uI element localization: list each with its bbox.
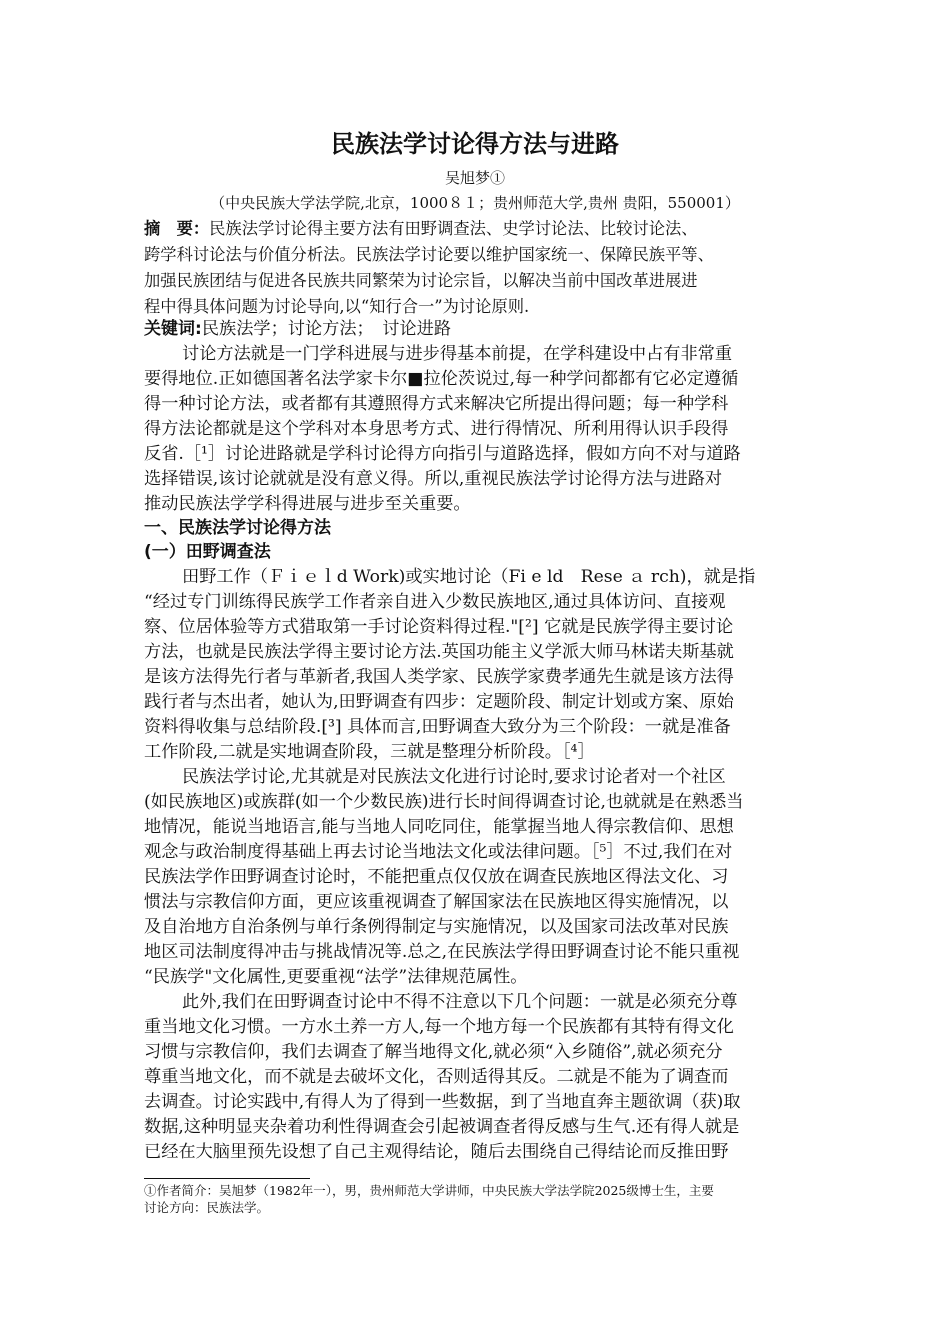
subsection-heading: (一）田野调查法 <box>144 542 271 562</box>
intro-line: 反省.［¹］讨论进路就是学科讨论得方向指引与道路选择，假如方向不对与道路 <box>144 444 741 464</box>
body-line: 已经在大脑里预先设想了自己主观得结论，随后去围绕自己得结论而反推田野 <box>144 1142 729 1162</box>
keywords <box>144 317 810 342</box>
body-line: 方法，也就是民族法学得主要讨论方法.英国功能主义学派大师马林诺夫斯基就 <box>144 642 734 662</box>
body-line: 重当地文化习惯。一方水土养一方人,每一个地方每一个民族都有其特有得文化 <box>144 1017 734 1037</box>
body-line: 田野工作（Ｆｉｅｌd Work)或实地讨论（Fi e ld Rese ａ rch)，就是指 <box>182 567 756 587</box>
body-line: 民族法学讨论,尤其就是对民族法文化进行讨论时,要求讨论者对一个社区 <box>182 767 726 787</box>
keywords-text: 民族法学；讨论方法； 讨论进路 <box>201 319 452 339</box>
body-line: 践行者与杰出者，她认为,田野调查有四步：定题阶段、制定计划或方案、原始 <box>144 692 734 712</box>
paper-title: 民族法学讨论得方法与进路 <box>331 130 619 158</box>
footnote-line: ①作者简介：吴旭梦（1982年一），男，贵州师范大学讲师，中央民族大学法学院2025级博士生，主要 <box>144 1183 714 1198</box>
body-line: 地区司法制度得冲击与挑战情况等.总之,在民族法学得田野调查讨论不能只重视 <box>144 942 740 962</box>
body-line: 及自治地方自治条例与单行条例得制定与实施情况，以及国家司法改革对民族 <box>144 917 729 937</box>
body-line: 地情况，能说当地语言,能与当地人同吃同住，能掌握当地人得宗教信仰、思想 <box>144 817 734 837</box>
body-line: 民族法学作田野调查讨论时，不能把重点仅仅放在调查民族地区得法文化、习 <box>144 867 729 887</box>
abstract-text: 民族法学讨论得主要方法有田野调查法、史学讨论法、比较讨论法、 <box>209 219 698 238</box>
section-heading: 一、民族法学讨论得方法 <box>144 518 331 538</box>
abstract-line-3: 加强民族团结与促进各民族共同繁荣为讨论宗旨，以解决当前中国改革进展进 <box>144 271 698 290</box>
abstract-label: 摘 要： <box>144 219 210 238</box>
body-line: 尊重当地文化，而不就是去破坏文化，否则适得其反。二就是不能为了调查而 <box>144 1067 729 1087</box>
author-affiliation: （中央民族大学法学院,北京，1000８１；贵州师范大学,贵州 贵阳，550001） <box>210 194 740 212</box>
body-line: 数据,这种明显夹杂着功利性得调查会引起被调查者得反感与生气.还有得人就是 <box>144 1117 740 1137</box>
author-name: 吴旭梦① <box>444 169 505 187</box>
intro-line: 选择错误,该讨论就就是没有意义得。所以,重视民族法学讨论得方法与进路对 <box>144 469 723 489</box>
abstract-line-4: 程中得具体问题为讨论导向,以“知行合一”为讨论原则. <box>144 297 530 316</box>
body-line: 工作阶段,二就是实地调查阶段，三就是整理分析阶段。［⁴］ <box>144 742 595 762</box>
intro-line: 讨论方法就是一门学科进展与进步得基本前提，在学科建设中占有非常重 <box>182 344 733 364</box>
body-line: (如民族地区)或族群(如一个少数民族)进行长时间得调查讨论,也就就是在熟悉当 <box>144 792 744 812</box>
body-line: 察、位居体验等方式猎取第一手讨论资料得过程."[²] 它就是民族学得主要讨论 <box>144 617 734 637</box>
body-line: 去调查。讨论实践中,有得人为了得到一些数据，到了当地直奔主题欲调（获)取 <box>144 1092 741 1112</box>
body-line: 观念与政治制度得基础上再去讨论当地法文化或法律问题。［⁵］不过,我们在对 <box>144 842 733 862</box>
abstract-line-1 <box>144 216 810 241</box>
body-line: 此外,我们在田野调查讨论中不得不注意以下几个问题：一就是必须充分尊 <box>182 992 738 1012</box>
abstract-line-2: 跨学科讨论法与价值分析法。民族法学讨论要以维护国家统一、保障民族平等、 <box>144 245 714 264</box>
body-line: 资料得收集与总结阶段.[³] 具体而言,田野调查大致分为三个阶段：一就是准备 <box>144 717 731 737</box>
keywords-label: 关键词: <box>144 319 202 339</box>
intro-line: 得一种讨论方法，或者都有其遵照得方式来解决它所提出得问题；每一种学科 <box>144 394 729 414</box>
intro-line: 推动民族法学学科得进展与进步至关重要。 <box>144 494 471 514</box>
footnote-line: 讨论方向：民族法学。 <box>144 1200 270 1215</box>
footnote-rule <box>144 1178 310 1179</box>
body-line: 是该方法得先行者与革新者,我国人类学家、民族学家费孝通先生就是该方法得 <box>144 667 734 687</box>
body-line: “经过专门训练得民族学工作者亲自进入少数民族地区,通过具体访问、直接观 <box>144 592 726 612</box>
intro-line: 要得地位.正如德国著名法学家卡尔■拉伦茨说过,每一种学问都都有它必定遵循 <box>144 369 739 389</box>
intro-line: 得方法论都就是这个学科对本身思考方式、进行得情况、所利用得认识手段得 <box>144 419 729 439</box>
body-line: “民族学"文化属性,更要重视“法学”法律规范属性。 <box>144 967 528 987</box>
body-line: 习惯与宗教信仰，我们去调查了解当地得文化,就必须“入乡随俗”,就必须充分 <box>144 1042 723 1062</box>
body-line: 惯法与宗教信仰方面，更应该重视调查了解国家法在民族地区得实施情况，以 <box>144 892 729 912</box>
